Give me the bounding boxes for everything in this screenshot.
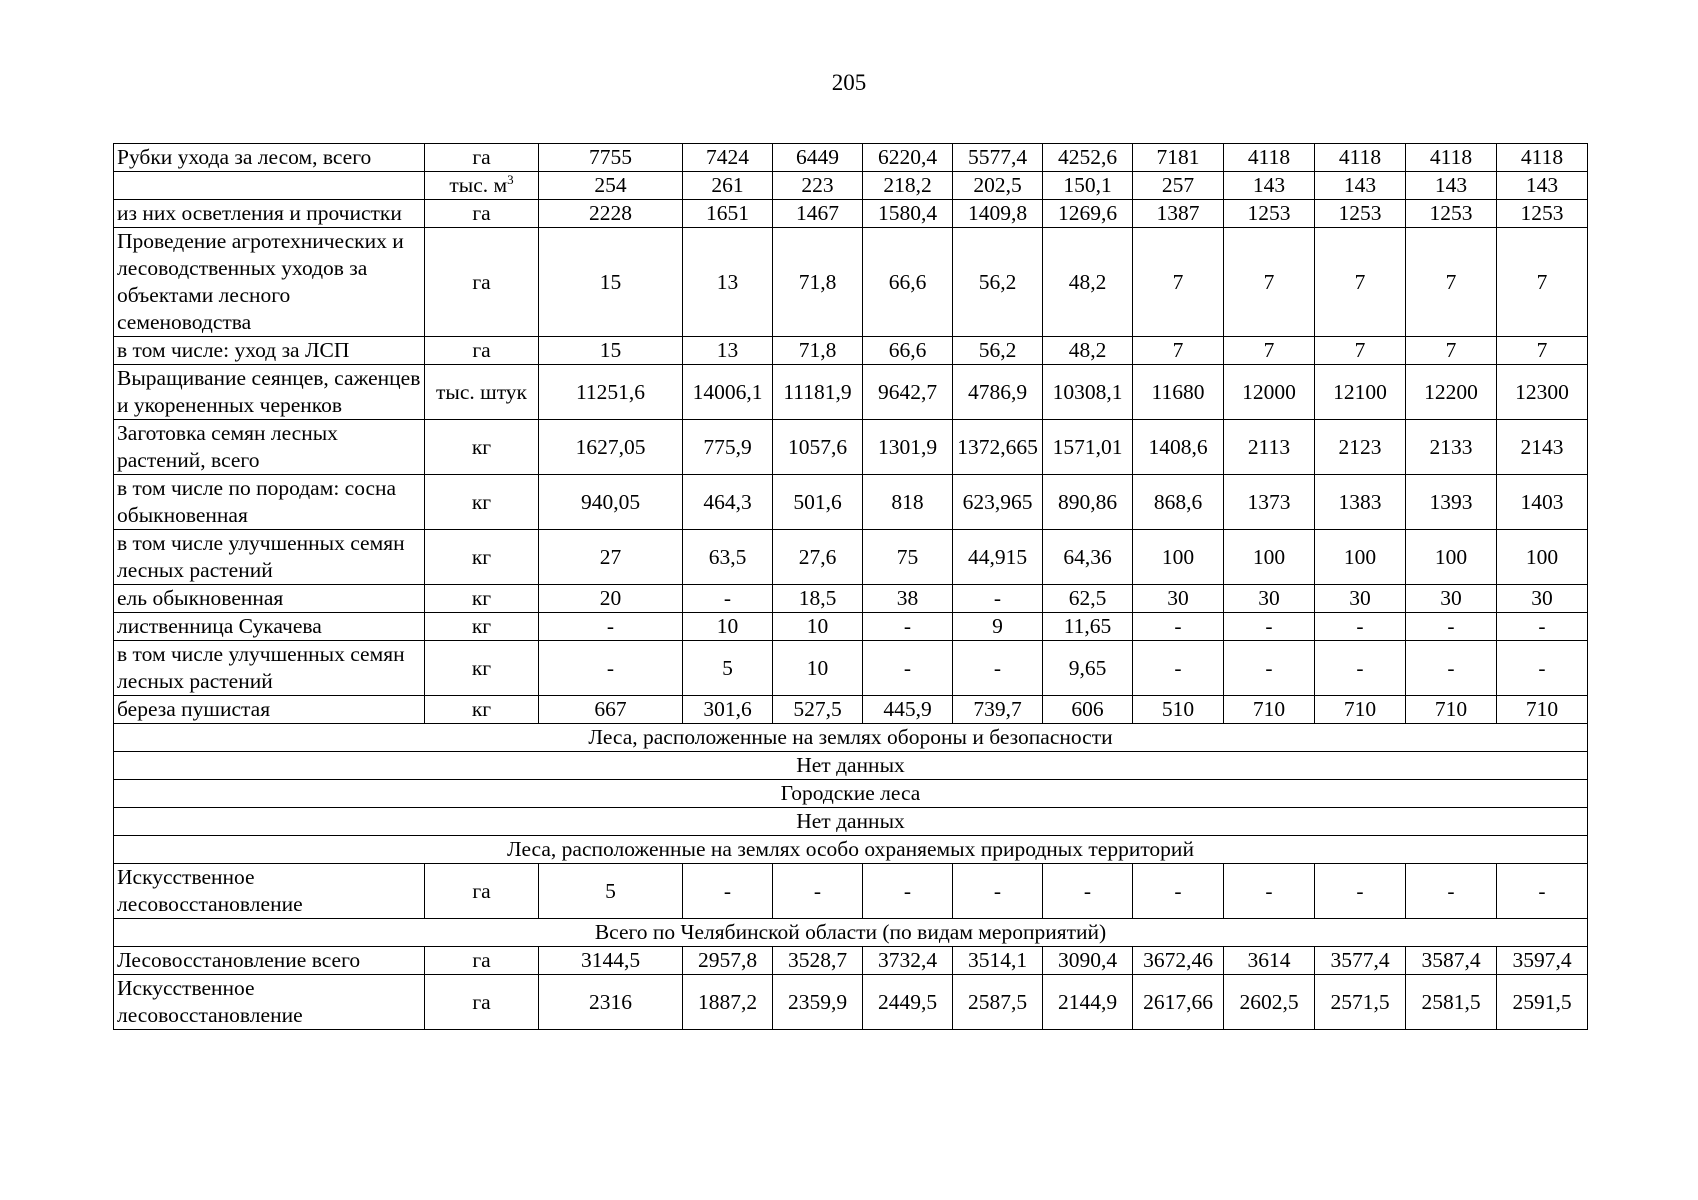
value-cell: - bbox=[683, 585, 773, 613]
section-header-row bbox=[114, 724, 1588, 752]
value-cell: 100 bbox=[1497, 530, 1588, 585]
value-cell: 1373 bbox=[1224, 475, 1315, 530]
table-row bbox=[114, 200, 1588, 228]
value-cell: 1409,8 bbox=[953, 200, 1043, 228]
value-cell: 710 bbox=[1406, 696, 1497, 724]
value-cell: 3597,4 bbox=[1497, 947, 1588, 975]
value-cell: 254 bbox=[539, 172, 683, 200]
value-cell: 710 bbox=[1315, 696, 1406, 724]
value-cell: 1057,6 bbox=[773, 420, 863, 475]
unit-text: га bbox=[472, 878, 491, 903]
value-cell: - bbox=[1043, 864, 1133, 919]
value-cell: 18,5 bbox=[773, 585, 863, 613]
table-row bbox=[114, 613, 1588, 641]
value-cell: 1887,2 bbox=[683, 975, 773, 1030]
unit-cell bbox=[425, 420, 539, 475]
value-cell: - bbox=[1224, 864, 1315, 919]
row-label: ель обыкновенная bbox=[114, 585, 425, 613]
value-cell: 3732,4 bbox=[863, 947, 953, 975]
unit-cell bbox=[425, 337, 539, 365]
section-title: Нет данных bbox=[114, 808, 1588, 836]
value-cell: 1383 bbox=[1315, 475, 1406, 530]
value-cell: 30 bbox=[1133, 585, 1224, 613]
row-label: береза пушистая bbox=[114, 696, 425, 724]
value-cell: 30 bbox=[1315, 585, 1406, 613]
section-title: Всего по Челябинской области (по видам мероприятий) bbox=[114, 919, 1588, 947]
value-cell: 1253 bbox=[1497, 200, 1588, 228]
value-cell: 100 bbox=[1315, 530, 1406, 585]
value-cell: 818 bbox=[863, 475, 953, 530]
value-cell: 2449,5 bbox=[863, 975, 953, 1030]
value-cell: 143 bbox=[1315, 172, 1406, 200]
value-cell: 667 bbox=[539, 696, 683, 724]
value-cell: 4118 bbox=[1497, 144, 1588, 172]
value-cell: - bbox=[1133, 641, 1224, 696]
unit-text: кг bbox=[471, 489, 492, 514]
value-cell: 6220,4 bbox=[863, 144, 953, 172]
value-cell: 3587,4 bbox=[1406, 947, 1497, 975]
value-cell: 501,6 bbox=[773, 475, 863, 530]
value-cell: 48,2 bbox=[1043, 337, 1133, 365]
value-cell: 2591,5 bbox=[1497, 975, 1588, 1030]
value-cell: 301,6 bbox=[683, 696, 773, 724]
unit-text: тыс. штук bbox=[436, 379, 527, 404]
value-cell: 10308,1 bbox=[1043, 365, 1133, 420]
value-cell: 3528,7 bbox=[773, 947, 863, 975]
value-cell: - bbox=[539, 641, 683, 696]
value-cell: 12300 bbox=[1497, 365, 1588, 420]
forestry-table bbox=[113, 143, 1588, 1030]
unit-text: кг bbox=[471, 614, 492, 638]
value-cell: 143 bbox=[1497, 172, 1588, 200]
section-title: Леса, расположенные на землях обороны и безопасности bbox=[114, 724, 1588, 752]
value-cell: 510 bbox=[1133, 696, 1224, 724]
value-cell: 7 bbox=[1406, 337, 1497, 365]
row-label: Искусственное лесовосстановление bbox=[114, 975, 425, 1030]
unit-cell bbox=[425, 864, 539, 919]
value-cell: 940,05 bbox=[539, 475, 683, 530]
unit-cell bbox=[425, 585, 539, 613]
value-cell: 4786,9 bbox=[953, 365, 1043, 420]
value-cell: - bbox=[1224, 613, 1315, 641]
value-cell: 1403 bbox=[1497, 475, 1588, 530]
value-cell: 48,2 bbox=[1043, 228, 1133, 337]
value-cell: 623,965 bbox=[953, 475, 1043, 530]
value-cell: 2957,8 bbox=[683, 947, 773, 975]
value-cell: 2144,9 bbox=[1043, 975, 1133, 1030]
value-cell: - bbox=[953, 864, 1043, 919]
value-cell: 1393 bbox=[1406, 475, 1497, 530]
value-cell: 150,1 bbox=[1043, 172, 1133, 200]
table-row bbox=[114, 975, 1588, 1030]
row-label: Проведение агротехнических и лесоводственных уходов за объектами лесного семеноводства bbox=[114, 228, 425, 337]
value-cell: 7 bbox=[1315, 337, 1406, 365]
value-cell: 1253 bbox=[1224, 200, 1315, 228]
value-cell: 7181 bbox=[1133, 144, 1224, 172]
value-cell: 257 bbox=[1133, 172, 1224, 200]
value-cell: 6449 bbox=[773, 144, 863, 172]
row-label: Рубки ухода за лесом, всего bbox=[114, 144, 425, 172]
value-cell: 10 bbox=[683, 613, 773, 641]
value-cell: - bbox=[953, 585, 1043, 613]
value-cell: 27 bbox=[539, 530, 683, 585]
section-header-row bbox=[114, 919, 1588, 947]
value-cell: 9642,7 bbox=[863, 365, 953, 420]
value-cell: 1580,4 bbox=[863, 200, 953, 228]
value-cell: 38 bbox=[863, 585, 953, 613]
value-cell: 4118 bbox=[1224, 144, 1315, 172]
value-cell: 2228 bbox=[539, 200, 683, 228]
unit-text: га bbox=[472, 201, 491, 225]
value-cell: 13 bbox=[683, 228, 773, 337]
section-title: Леса, расположенные на землях особо охраняемых природных территорий bbox=[114, 836, 1588, 864]
value-cell: 9,65 bbox=[1043, 641, 1133, 696]
unit-cell bbox=[425, 696, 539, 724]
value-cell: 3577,4 bbox=[1315, 947, 1406, 975]
value-cell: 100 bbox=[1406, 530, 1497, 585]
unit-superscript: 3 bbox=[507, 171, 514, 187]
value-cell: - bbox=[1497, 641, 1588, 696]
value-cell: 71,8 bbox=[773, 228, 863, 337]
value-cell: 13 bbox=[683, 337, 773, 365]
value-cell: 2602,5 bbox=[1224, 975, 1315, 1030]
value-cell: 1571,01 bbox=[1043, 420, 1133, 475]
row-label: лиственница Сукачева bbox=[114, 613, 425, 641]
value-cell: 1253 bbox=[1406, 200, 1497, 228]
value-cell: 3614 bbox=[1224, 947, 1315, 975]
value-cell: 15 bbox=[539, 228, 683, 337]
unit-text: кг bbox=[471, 697, 492, 721]
value-cell: - bbox=[1224, 641, 1315, 696]
value-cell: 3672,46 bbox=[1133, 947, 1224, 975]
row-label: в том числе по породам: сосна обыкновенная bbox=[114, 475, 425, 530]
unit-text: кг bbox=[471, 434, 492, 459]
value-cell: 5 bbox=[683, 641, 773, 696]
table-row bbox=[114, 337, 1588, 365]
value-cell: 66,6 bbox=[863, 228, 953, 337]
value-cell: 527,5 bbox=[773, 696, 863, 724]
value-cell: 1253 bbox=[1315, 200, 1406, 228]
table-row bbox=[114, 530, 1588, 585]
table-row bbox=[114, 228, 1588, 337]
value-cell: - bbox=[863, 613, 953, 641]
value-cell: - bbox=[1315, 864, 1406, 919]
section-header-row bbox=[114, 808, 1588, 836]
value-cell: 2359,9 bbox=[773, 975, 863, 1030]
value-cell: 56,2 bbox=[953, 228, 1043, 337]
value-cell: 464,3 bbox=[683, 475, 773, 530]
unit-text: га bbox=[472, 145, 491, 169]
value-cell: 1269,6 bbox=[1043, 200, 1133, 228]
table-row bbox=[114, 365, 1588, 420]
value-cell: 27,6 bbox=[773, 530, 863, 585]
table-row bbox=[114, 641, 1588, 696]
value-cell: 7 bbox=[1497, 228, 1588, 337]
table-row bbox=[114, 172, 1588, 200]
value-cell: 100 bbox=[1224, 530, 1315, 585]
unit-text: га bbox=[472, 269, 491, 294]
table-row bbox=[114, 947, 1588, 975]
value-cell: 2113 bbox=[1224, 420, 1315, 475]
table-row bbox=[114, 420, 1588, 475]
row-label: Лесовосстановление всего bbox=[114, 947, 425, 975]
value-cell: 7 bbox=[1315, 228, 1406, 337]
value-cell: 261 bbox=[683, 172, 773, 200]
value-cell: 15 bbox=[539, 337, 683, 365]
value-cell: 30 bbox=[1224, 585, 1315, 613]
value-cell: 11,65 bbox=[1043, 613, 1133, 641]
section-header-row bbox=[114, 836, 1588, 864]
value-cell: - bbox=[1497, 864, 1588, 919]
value-cell: - bbox=[1315, 613, 1406, 641]
unit-cell bbox=[425, 365, 539, 420]
row-label: в том числе улучшенных семян лесных растений bbox=[114, 641, 425, 696]
unit-cell bbox=[425, 530, 539, 585]
value-cell: 218,2 bbox=[863, 172, 953, 200]
value-cell: 7 bbox=[1133, 337, 1224, 365]
unit-cell bbox=[425, 613, 539, 641]
value-cell: 1651 bbox=[683, 200, 773, 228]
value-cell: - bbox=[863, 864, 953, 919]
value-cell: 7424 bbox=[683, 144, 773, 172]
value-cell: 1467 bbox=[773, 200, 863, 228]
value-cell: 223 bbox=[773, 172, 863, 200]
value-cell: 44,915 bbox=[953, 530, 1043, 585]
section-header-row bbox=[114, 752, 1588, 780]
value-cell: 4118 bbox=[1315, 144, 1406, 172]
value-cell: - bbox=[953, 641, 1043, 696]
row-label: в том числе: уход за ЛСП bbox=[114, 337, 425, 365]
value-cell: - bbox=[683, 864, 773, 919]
value-cell: 11680 bbox=[1133, 365, 1224, 420]
value-cell: 2316 bbox=[539, 975, 683, 1030]
value-cell: 11251,6 bbox=[539, 365, 683, 420]
value-cell: 3090,4 bbox=[1043, 947, 1133, 975]
row-label bbox=[114, 172, 425, 200]
value-cell: 10 bbox=[773, 641, 863, 696]
value-cell: 445,9 bbox=[863, 696, 953, 724]
value-cell: 14006,1 bbox=[683, 365, 773, 420]
unit-cell bbox=[425, 975, 539, 1030]
value-cell: 3514,1 bbox=[953, 947, 1043, 975]
unit-text: тыс. м bbox=[449, 173, 508, 197]
unit-cell bbox=[425, 641, 539, 696]
value-cell: 1408,6 bbox=[1133, 420, 1224, 475]
value-cell: 2571,5 bbox=[1315, 975, 1406, 1030]
unit-text: га bbox=[472, 338, 491, 362]
value-cell: - bbox=[1406, 613, 1497, 641]
table-row bbox=[114, 144, 1588, 172]
value-cell: 56,2 bbox=[953, 337, 1043, 365]
value-cell: 4118 bbox=[1406, 144, 1497, 172]
value-cell: 143 bbox=[1224, 172, 1315, 200]
value-cell: 202,5 bbox=[953, 172, 1043, 200]
value-cell: 775,9 bbox=[683, 420, 773, 475]
value-cell: 5577,4 bbox=[953, 144, 1043, 172]
value-cell: 1627,05 bbox=[539, 420, 683, 475]
value-cell: 66,6 bbox=[863, 337, 953, 365]
table-row bbox=[114, 585, 1588, 613]
value-cell: - bbox=[1406, 641, 1497, 696]
page-number: 205 bbox=[831, 70, 867, 95]
value-cell: 71,8 bbox=[773, 337, 863, 365]
unit-cell bbox=[425, 228, 539, 337]
value-cell: 5 bbox=[539, 864, 683, 919]
unit-cell bbox=[425, 144, 539, 172]
value-cell: 12000 bbox=[1224, 365, 1315, 420]
value-cell: 868,6 bbox=[1133, 475, 1224, 530]
value-cell: 12200 bbox=[1406, 365, 1497, 420]
row-label: Заготовка семян лесных растений, всего bbox=[114, 420, 425, 475]
value-cell: 7755 bbox=[539, 144, 683, 172]
value-cell: 2617,66 bbox=[1133, 975, 1224, 1030]
value-cell: 30 bbox=[1406, 585, 1497, 613]
value-cell: 7 bbox=[1406, 228, 1497, 337]
value-cell: - bbox=[1133, 613, 1224, 641]
value-cell: 20 bbox=[539, 585, 683, 613]
unit-text: кг bbox=[471, 544, 492, 569]
value-cell: 2133 bbox=[1406, 420, 1497, 475]
unit-cell bbox=[425, 172, 539, 200]
value-cell: 10 bbox=[773, 613, 863, 641]
value-cell: 2587,5 bbox=[953, 975, 1043, 1030]
value-cell: - bbox=[1406, 864, 1497, 919]
value-cell: 1301,9 bbox=[863, 420, 953, 475]
section-header-row bbox=[114, 780, 1588, 808]
section-title: Городские леса bbox=[114, 780, 1588, 808]
value-cell: 4252,6 bbox=[1043, 144, 1133, 172]
row-label: Выращивание сеянцев, саженцев и укорененных черенков bbox=[114, 365, 425, 420]
row-label: из них осветления и прочистки bbox=[114, 200, 425, 228]
value-cell: 2143 bbox=[1497, 420, 1588, 475]
value-cell: 7 bbox=[1224, 228, 1315, 337]
value-cell: 890,86 bbox=[1043, 475, 1133, 530]
value-cell: 62,5 bbox=[1043, 585, 1133, 613]
value-cell: 7 bbox=[1497, 337, 1588, 365]
unit-text: кг bbox=[471, 586, 492, 610]
row-label: Искусственное лесовосстановление bbox=[114, 864, 425, 919]
unit-text: кг bbox=[471, 655, 492, 680]
value-cell: - bbox=[1315, 641, 1406, 696]
value-cell: - bbox=[863, 641, 953, 696]
value-cell: 9 bbox=[953, 613, 1043, 641]
section-title: Нет данных bbox=[114, 752, 1588, 780]
value-cell: 710 bbox=[1497, 696, 1588, 724]
unit-cell bbox=[425, 200, 539, 228]
table-row bbox=[114, 864, 1588, 919]
value-cell: - bbox=[1133, 864, 1224, 919]
value-cell: 143 bbox=[1406, 172, 1497, 200]
unit-cell bbox=[425, 947, 539, 975]
value-cell: 1372,665 bbox=[953, 420, 1043, 475]
row-label: в том числе улучшенных семян лесных растений bbox=[114, 530, 425, 585]
table-row bbox=[114, 475, 1588, 530]
value-cell: 64,36 bbox=[1043, 530, 1133, 585]
value-cell: 7 bbox=[1224, 337, 1315, 365]
value-cell: 3144,5 bbox=[539, 947, 683, 975]
value-cell: 75 bbox=[863, 530, 953, 585]
value-cell: 2581,5 bbox=[1406, 975, 1497, 1030]
value-cell: 11181,9 bbox=[773, 365, 863, 420]
unit-cell bbox=[425, 475, 539, 530]
value-cell: 710 bbox=[1224, 696, 1315, 724]
value-cell: 739,7 bbox=[953, 696, 1043, 724]
value-cell: 30 bbox=[1497, 585, 1588, 613]
value-cell: 100 bbox=[1133, 530, 1224, 585]
value-cell: 63,5 bbox=[683, 530, 773, 585]
value-cell: - bbox=[773, 864, 863, 919]
unit-text: га bbox=[472, 948, 491, 972]
value-cell: - bbox=[1497, 613, 1588, 641]
value-cell: - bbox=[539, 613, 683, 641]
table-row bbox=[114, 696, 1588, 724]
value-cell: 7 bbox=[1133, 228, 1224, 337]
value-cell: 606 bbox=[1043, 696, 1133, 724]
value-cell: 2123 bbox=[1315, 420, 1406, 475]
value-cell: 12100 bbox=[1315, 365, 1406, 420]
value-cell: 1387 bbox=[1133, 200, 1224, 228]
unit-text: га bbox=[472, 989, 491, 1014]
